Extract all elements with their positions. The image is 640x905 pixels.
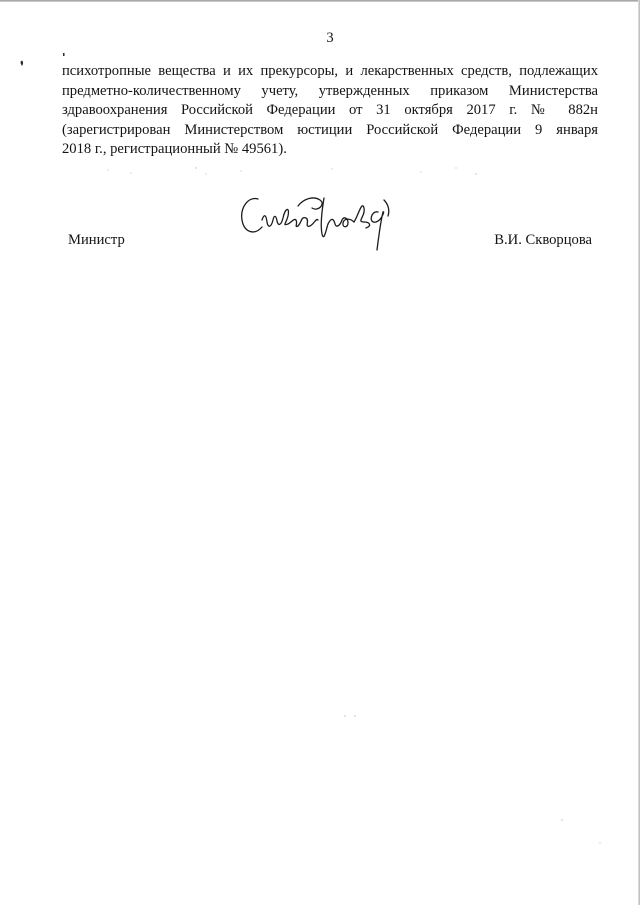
signer-name: В.И. Скворцова bbox=[494, 232, 592, 248]
page-number: 3 bbox=[326, 30, 334, 46]
body-line: здравоохранения Российской Федерации от 31 октября 2017 г. № 882н bbox=[62, 102, 598, 118]
body-line: 2018 г., регистрационный № 49561). bbox=[62, 141, 287, 157]
signer-position: Министр bbox=[68, 232, 125, 248]
scan-top-edge bbox=[0, 0, 640, 2]
body-line: предметно-количественному учету, утвержденных приказом Министерства bbox=[62, 82, 598, 99]
body-line: психотропные вещества и их прекурсоры, и лекарственных средств, подлежащих bbox=[62, 63, 598, 79]
body-paragraph bbox=[62, 62, 598, 160]
handwritten-signature bbox=[238, 190, 408, 254]
body-line: (зарегистрирован Министерством юстиции Российской Федерации 9 января bbox=[62, 121, 598, 138]
